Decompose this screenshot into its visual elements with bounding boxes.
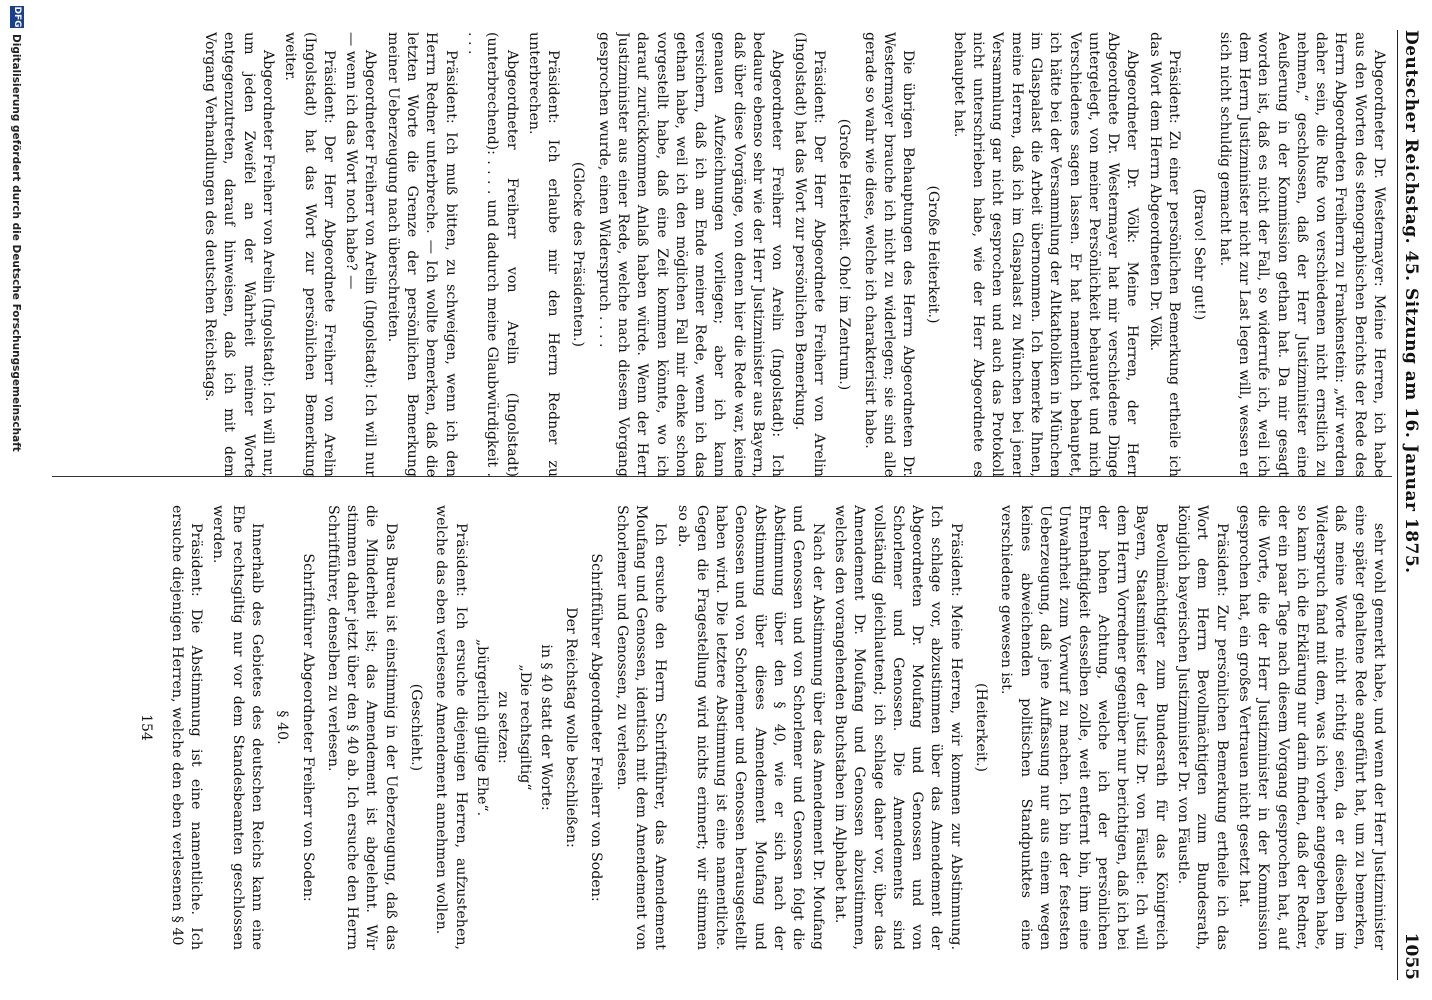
centered-line: § 40. [274,710,291,745]
paragraph: Abgeordneter Dr. Völk: Meine Herren, der Herr Abgeordnete Dr. Westermayer hat mir verschiedene Dinge untergelegt, von meiner Persönlichkeit behauptet und mich Verschiedenes sagen lassen. Er hat namentlich behauptet, ich hätte bei der Versammlung der Altkatholiken in München im Glaspalast die Arbeit übernommen. Ich bemerke Ihnen, meine Herren, daß ich im Glaspalast zu München bei jener Versammlung gar nicht gesprochen und auch das Protokoll nicht unterschrieben habe, wie der Herr Abgeordnete es behauptet hat. [950,32,1141,477]
paragraph: sehr wohl gemerkt habe, und wenn der Herr Justizminister eine später gehaltene Rede angeführt hat, um zu bemerken, daß meine Worte nicht richtig seien, da er dieselben im Widerspruch fand mit dem, was ich vorher angegeben habe, so kann ich die Erklärung nur darin finden, daß der Redner, der ein paar Tage nach diesem Vorgang gesprochen hat, auf die Worte, die der Herr Justizminister in der Kommission gesprochen hat, ein großes Vertrauen nicht gesetzt hat. [1235,505,1387,950]
paragraph: Präsident: Der Herr Abgeordnete Freiherr von Arelin (Ingolstadt) hat das Wort zur persönlichen Bemerkung weiter. [282,32,337,477]
paragraph: Bevollmächtigter zum Bundesrath für das Königreich Bayern, Staatsminister der Justiz Dr. von Fäustle: Ich will dem Herrn Vorredner gegenüber nur berichtigen, daß ich bei der hohen Achtung, welche ich der persönlichen Ehrenhaftigkeit desselben zolle, weit entfernt bin, ihm eine Unwahrheit zum Vorwurf zu machen. Ich bin der festesten Ueberzeugung, daß jene Auffassung nur aus einem wegen keines abweichenden politischen Standpunktes eine verschiedene gewesen ist. [998,505,1169,950]
signature-number: 154 [138,714,155,741]
paragraph: Die übrigen Behauptungen des Herrn Abgeordneten Dr. Westermayer brauche ich nicht zu widerlegen; sie sind alle gerade so wahr wie diese, welche ich charakterisirt habe. [861,32,917,477]
paragraph: Präsident: Meine Herren, wir kommen zur Abstimmung. Ich schlage vor, abzustimmen über das Amendement der Abgeordneten Dr. Moufang und Genossen und von Schorlemer und Genossen. Die Amendements sind vollständig gleichlautend; ich schlage daher vor, über das Amendement Dr. Moufang und Genossen abzustimmen, welches den vorangehenden Buchstaben im Alphabet hat. [831,505,964,950]
left-column [68,32,1388,477]
centered-line: in § 40 statt der Worte: [537,644,554,811]
centered-line: Schriftführer Abgeordneter Freiherr von Soden: [588,553,605,902]
paragraph: Nach der Abstimmung über das Amendement Dr. Moufang und Genossen und von Schorlemer und Genossen folgt die Abstimmung über den § 40, wie er sich nach der Abstimmung über dieses Amendement Moufang und Genossen und von Schorlemer und Genossen herausgestellt haben wird. Die letztere Abstimmung ist eine namentliche. Gegen die Fragestellung wird nichts erinnert; wir stimmen so ab. [674,505,826,950]
centered-line: (Große Heiterkeit. Oho! im Zentrum.) [836,118,853,391]
centered-line: (Glocke des Präsidenten.) [570,161,587,348]
centered-line: Schriftführer Abgeordneter Freiherr von Soden: [299,553,316,902]
header-title: Deutscher Reichstag. 45. Sitzung am 16. Januar 1875. [1401,30,1421,574]
paragraph: Abgeordneter Freiherr von Arelin (Ingolstadt): Ich will nur, um jeden Zweifel an der Wahrheit meiner Worte entgegenzutreten, darauf hinweisen, daß ich mit dem Vorgang Verhandlungen des deutschen Reichstags. [202,32,276,477]
centered-line: (Große Heiterkeit.) [925,185,942,324]
paragraph: Ich ersuche den Herrn Schriftführer, das Amendement Moufang und Genossen, identisch mit dem Amendement von Schorlemer und Genossen, zu verlesen. [613,505,669,950]
right-column-body [166,505,1388,950]
paragraph: Innerhalb des Gebietes des deutschen Reichs kann eine Ehe rechtsgiltig nur vor dem Standesbeamten geschlossen werden. [210,505,265,950]
running-header [1397,30,1424,980]
paragraph: Abgeordneter Freiherr von Arelin (Ingolstadt): Ich will nur — wenn ich das Wort noch habe? — [343,32,379,477]
footer [8,0,30,1000]
paragraph: Präsident: Ich erlaube mir den Herrn Redner zu unterbrechen. [525,32,562,477]
centered-line: zu setzen: [495,691,512,764]
page-number: 1055 [1401,932,1421,980]
right-column [68,505,1388,950]
paragraph: Präsident: Zur persönlichen Bemerkung ertheile ich das Wort dem Herrn Bevollmächtigten zum Bundesrath, königlich bayerischen Justizminister Dr. von Fäustle. [1175,505,1230,950]
paragraph: Präsident: Ich ersuche diejenigen Herren, aufzustehen, welche das eben verlesene Amendement annehmen wollen. [433,505,469,950]
dfg-logo: DFG [12,6,22,28]
funding-note: Digitalisierung gefördert durch die Deutsche Forschungsgemeinschaft [10,34,22,452]
paragraph: Präsident: Ich muß bitten, zu schweigen, wenn ich den Herrn Redner unterbreche. — Ich wollte bemerken, daß die letzten Worte die Grenze der persönlichen Bemerkung meiner Ueberzeugung nach überschreiten. [384,32,459,477]
centered-line: (Bravo! Sehr gut!) [1191,188,1208,321]
centered-line: (Heiterkeit.) [973,683,990,772]
paragraph: Präsident: Der Herr Abgeordnete Freiherr von Arelin (Ingolstadt) hat das Wort zur persönlichen Bemerkung. [791,32,827,477]
paragraph: Präsident: Zu einer persönlichen Bemerkung ertheile ich das Wort dem Herrn Abgeordneten Dr. Völk. [1146,32,1183,477]
centered-line: „bürgerlich giltige Ehe“. [473,638,490,817]
paragraph: Abgeordneter Freiherr von Arelin (Ingolstadt) (unterbrechend): . . . . und dadurch meine Glaubwürdigkeit . . . . [464,32,520,477]
paragraph: Abgeordneter Freiherr von Arelin (Ingolstadt): Ich bedaure ebenso sehr wie der Herr Justizminister aus Bayern, daß über diese Vorgänge, von denen hier die Rede war, keine genauen Aufzeichnungen vorliegen; aber ich kann versichern, daß ich am Ende meiner Rede, wenn ich das gethan habe, weil ich den möglichen Fall mir denke schon vorgestellt habe, daß eine Zeit kommen könnte, wo ich darauf zurückkommen Anlaß haben würde. Wenn der Herr Justizminister aus einer Rede, welche nach diesem Vorgang gesprochen wurde, einen Widerspruch . . . . [595,32,786,477]
centered-line: „Die rechtsgiltig“ [516,664,533,791]
paragraph: Das Bureau ist einstimmig in der Ueberzeugung, daß das die Minderheit ist; das Amendement ist abgelehnt. Wir stimmen daher jetzt über den § 40 ab. Ich ersuche den Herrn Schriftführer, denselben zu verlesen. [324,505,399,950]
centered-line: Der Reichstag wolle beschließen: [563,607,580,848]
centered-line: (Geschieht.) [408,683,425,772]
paragraph: Präsident: Die Abstimmung ist eine namentliche. Ich ersuche diejenigen Herren, welche den eben verlesenen § 40 [168,505,205,950]
paragraph: Abgeordneter Dr. Westermayer: Meine Herren, ich habe aus den Worten des stenographischen Berichts der Rede des Herrn Abgeordneten Freiherrn zu Frankenstein: „wir werden daher sein, die Rufe von verschiedenen nicht ernstlich zu nehmen,“ geschlossen, daß der Herr Justizminister eine Aeußerung in der Kommission gethan hat. Da mir gesagt worden ist, daß es nicht der Fall, so widerrufe ich, weil ich dem Herrn Justizminister nicht zur Last legen will, wessen er sich nicht schuldig gemacht hat. [1216,32,1387,477]
